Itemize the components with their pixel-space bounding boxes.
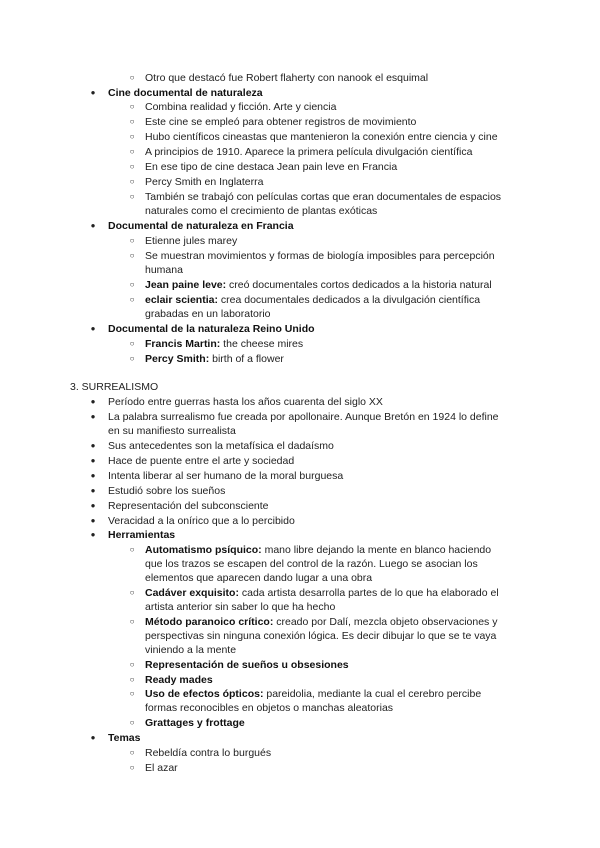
list-item: Jean paine leve: creó documentales cortos dedicados a la historia natural — [145, 279, 492, 291]
list-item: Hubo científicos cineastas que mantenieron la conexión entre ciencia y cine — [145, 131, 498, 143]
sub-bullet: ○ — [129, 102, 135, 111]
sub-bullet: ○ — [129, 354, 135, 363]
list-item: Intenta liberar al ser humano de la moral burguesa — [108, 470, 344, 482]
list-item-continued: grabadas en un laboratorio — [145, 308, 271, 320]
bullet: ● — [90, 88, 96, 97]
list-item: En ese tipo de cine destaca Jean pain leve en Francia — [145, 161, 398, 173]
sub-bullet: ○ — [129, 763, 135, 772]
sub-bullet: ○ — [129, 162, 135, 171]
sub-bullet: ○ — [129, 748, 135, 757]
list-item-continued: viniendo a la mente — [145, 644, 237, 656]
list-item: Método paranoico crítico: creado por Dalí, mezcla objeto observaciones y — [145, 616, 498, 628]
bullet: ● — [90, 471, 96, 480]
list-item: Etienne jules marey — [145, 235, 238, 247]
heading-herramientas: Herramientas — [108, 529, 176, 541]
list-item: Sus antecedentes son la metafísica el dadaísmo — [108, 440, 334, 452]
list-item: También se trabajó con películas cortas que eran documentales de espacios — [145, 191, 502, 203]
sub-bullet: ○ — [129, 192, 135, 201]
heading-cine-documental: Cine documental de naturaleza — [108, 87, 263, 99]
heading-francia: Documental de naturaleza en Francia — [108, 220, 294, 232]
bullet: ● — [90, 324, 96, 333]
list-item-continued: que los trazos se escapen del control de la razón. Luego se asocian los — [145, 558, 478, 570]
list-item: El azar — [145, 762, 178, 774]
list-item: A principios de 1910. Aparece la primera película divulgación científica — [145, 146, 473, 158]
bullet: ● — [90, 530, 96, 539]
list-item: Hace de puente entre el arte y sociedad — [108, 455, 295, 467]
list-item-continued: perspectivas sin ninguna conexión lógica. Es decir dibujar lo que se te vaya — [145, 630, 497, 642]
list-item: Período entre guerras hasta los años cuarenta del siglo XX — [108, 396, 383, 408]
sub-bullet: ○ — [129, 617, 135, 626]
list-item-continued: humana — [145, 264, 183, 276]
sub-bullet: ○ — [129, 236, 135, 245]
list-item-continued: formas reconocibles en objetos o manchas aleatorias — [145, 702, 394, 714]
sub-bullet: ○ — [129, 280, 135, 289]
sub-bullet: ○ — [129, 588, 135, 597]
section-title-surrealismo: 3. SURREALISMO — [70, 381, 159, 393]
list-item-continued: naturales como el crecimiento de plantas exóticas — [145, 205, 378, 217]
list-item: Veracidad a la onírico que a lo percibido — [108, 515, 295, 527]
sub-bullet: ○ — [129, 718, 135, 727]
bullet: ● — [90, 733, 96, 742]
list-item: Combina realidad y ficción. Arte y ciencia — [145, 101, 337, 113]
list-item: Percy Smith: birth of a flower — [145, 353, 284, 365]
list-item: Otro que destacó fue Robert flaherty con nanook el esquimal — [145, 72, 429, 84]
list-item-continued: en su manifiesto surrealista — [108, 425, 236, 437]
sub-bullet: ○ — [129, 660, 135, 669]
list-item: Rebeldía contra lo burgués — [145, 747, 272, 759]
list-item: La palabra surrealismo fue creada por apollonaire. Aunque Bretón en 1924 lo define — [108, 411, 499, 423]
bullet: ● — [90, 456, 96, 465]
bullet: ● — [90, 501, 96, 510]
sub-bullet: ○ — [129, 545, 135, 554]
list-item: Automatismo psíquico: mano libre dejando la mente en blanco haciendo — [145, 544, 492, 556]
sub-bullet: ○ — [129, 73, 135, 82]
list-item: Ready mades — [145, 674, 213, 686]
bullet: ● — [90, 486, 96, 495]
list-item: Representación de sueños u obsesiones — [145, 659, 349, 671]
sub-bullet: ○ — [129, 675, 135, 684]
list-item: Representación del subconsciente — [108, 500, 269, 512]
sub-bullet: ○ — [129, 689, 135, 698]
sub-bullet: ○ — [129, 147, 135, 156]
bullet: ● — [90, 412, 96, 421]
list-item: Este cine se empleó para obtener registros de movimiento — [145, 116, 417, 128]
sub-bullet: ○ — [129, 117, 135, 126]
sub-bullet: ○ — [129, 339, 135, 348]
list-item: Percy Smith en Inglaterra — [145, 176, 264, 188]
list-item: Francis Martin: the cheese mires — [145, 338, 304, 350]
bullet: ● — [90, 441, 96, 450]
list-item: Uso de efectos ópticos: pareidolia, mediante la cual el cerebro percibe — [145, 688, 482, 700]
list-item: Grattages y frottage — [145, 717, 245, 729]
sub-bullet: ○ — [129, 251, 135, 260]
sub-bullet: ○ — [129, 295, 135, 304]
list-item-continued: artista anterior sin saber lo que ha hecho — [145, 601, 336, 613]
list-item: Cadáver exquisito: cada artista desarrolla partes de lo que ha elaborado el — [145, 587, 499, 599]
list-item: eclair scientia: crea documentales dedicados a la divulgación científica — [145, 294, 481, 306]
sub-bullet: ○ — [129, 132, 135, 141]
bullet: ● — [90, 516, 96, 525]
bullet: ● — [90, 397, 96, 406]
bullet: ● — [90, 221, 96, 230]
list-item-continued: elementos que aparecen dando lugar a una obra — [145, 572, 373, 584]
list-item: Estudió sobre los sueños — [108, 485, 226, 497]
heading-temas: Temas — [108, 732, 141, 744]
sub-bullet: ○ — [129, 177, 135, 186]
list-item: Se muestran movimientos y formas de biología imposibles para percepción — [145, 250, 495, 262]
heading-reino-unido: Documental de la naturaleza Reino Unido — [108, 323, 315, 335]
